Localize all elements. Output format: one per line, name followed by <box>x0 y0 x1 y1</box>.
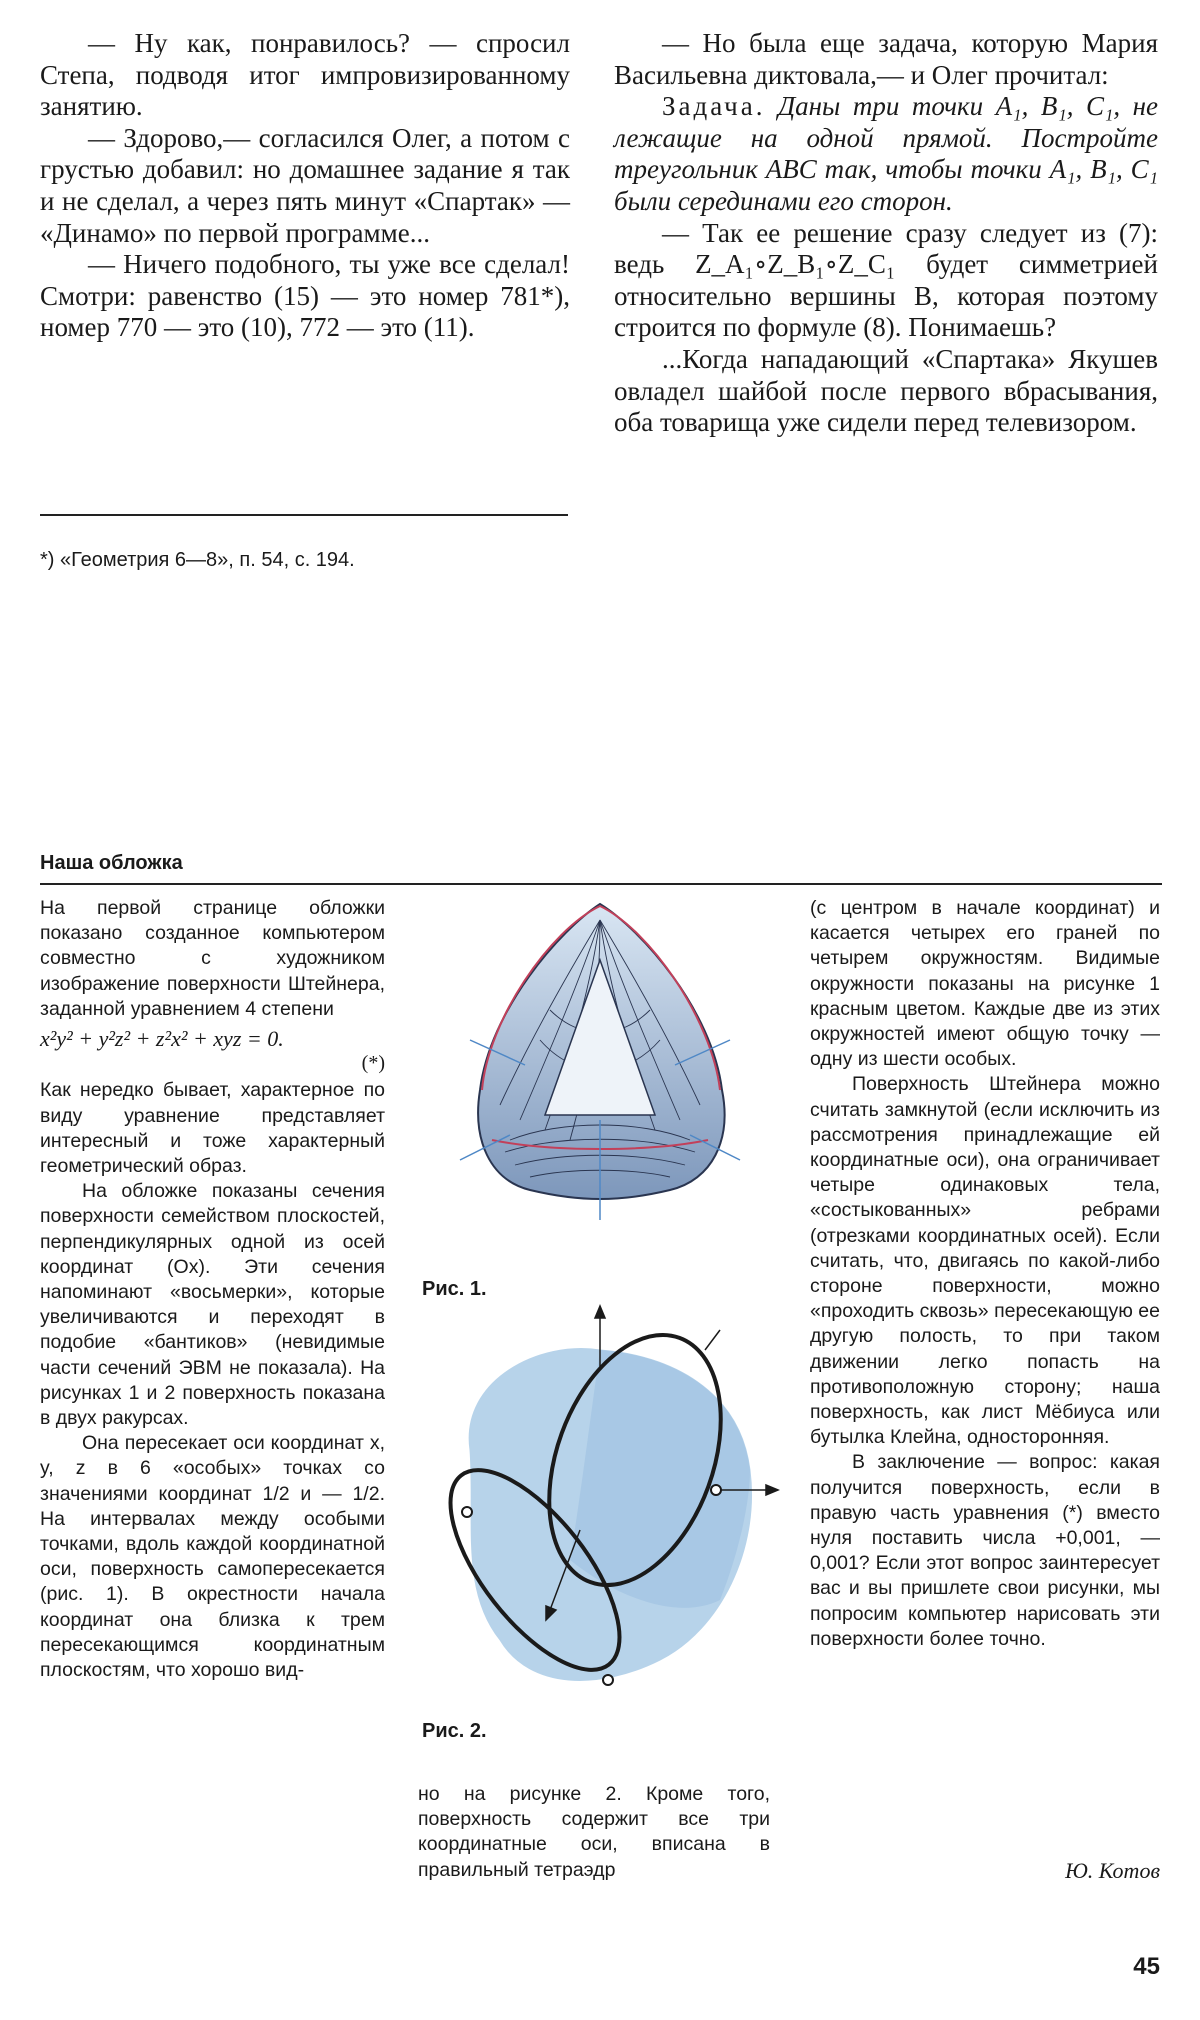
section-left-column <box>40 896 385 1683</box>
figure-1-caption: Рис. 1. <box>422 1278 487 1300</box>
paragraph: — Ничего подобного, ты уже все сделал! Смотри: равенство (15) — это номер 781*), номер 770 — это (10), 772 — это (11). <box>40 249 570 343</box>
task-label: Задача. <box>662 91 766 122</box>
section-right-column <box>810 896 1160 1652</box>
author-signature: Ю. Котов <box>1065 1858 1160 1883</box>
paragraph: На первой странице обложки показано созданное компьютером совместно с художником изображение поверхности Штейнера, заданной уравнением 4 степени <box>40 897 385 1020</box>
paragraph: но на рисунке 2. Кроме того, поверхность содержит все три координатные оси, вписана в правильный тетраэдр <box>418 1783 770 1881</box>
equation: x²y² + y²z² + z²x² + xyz = 0. <box>40 1026 284 1052</box>
section-divider <box>40 883 1162 885</box>
paragraph: — Ну как, понравилось? — спросил Степа, подводя итог импровизированному занятию. <box>40 28 570 122</box>
paragraph: ...Когда нападающий «Спартака» Якушев овладел шайбой после первого вбрасывания, оба товарища уже сидели перед телевизором. <box>614 343 1158 438</box>
paragraph: На обложке показаны сечения поверхности семейством плоскостей, перпендикулярных одной из осей координат (Ox). Эти сечения напоминают «восьмерки», которые увеличиваются и переходят в подобие «бантиков» (невидимые части сечений ЭВМ не показала). На рисунках 1 и 2 поверхность показана в двух ракурсах. <box>40 1180 385 1430</box>
paragraph: Поверхность Штейнера можно считать замкнутой (если исключить из рассмотрения принадлежащие ей координатные оси), она ограничивает четыре одинаковых тела, «состыкованных» ребрами (отрезками координатных осей). Если считать, что, двигаясь по какой-либо стороне поверхности, можно «проходить сквозь» пересекающую ее другую полость, то при таком движении легко попасть на противоположную сторону; наша поверхность, как лист Мёбиуса или бутылка Клейна, односторонняя. <box>810 1073 1160 1449</box>
footnote: *) «Геометрия 6—8», п. 54, с. 194. <box>40 549 355 571</box>
figure-2-steiner-surface <box>410 1300 790 1720</box>
equation-label: (*) <box>361 1052 385 1075</box>
footnote-divider <box>40 514 568 516</box>
section-title: Наша обложка <box>40 852 183 874</box>
paragraph: Она пересекает оси координат x, y, z в 6 «особых» точках со значениями координат 1/2 и — 1/2. На интервалах между особыми точками, вдоль каждой координатной оси, поверхность самопересекается (рис. 1). В окрестности начала координат она близка к трем пересекающимся координатным плоскостям, что хорошо вид- <box>40 1432 385 1682</box>
top-right-column <box>614 28 1158 439</box>
page-number: 45 <box>1133 1953 1160 1980</box>
paragraph: — Так ее решение сразу следует из (7): ведь Z_A₁∘Z_B₁∘Z_C₁ будет симметрией относительно вершины B, которая поэтому строится по формуле (8). Понимаешь? <box>614 217 1158 343</box>
top-left-column <box>40 28 570 344</box>
paragraph: (с центром в начале координат) и касается четырех его граней по четырем окружностям. Видимые окружности показаны на рисунке 1 красным цветом. Каждые две из этих окружностей имеют общую точку — одну из шести особых. <box>810 897 1160 1071</box>
paragraph: — Здорово,— согласился Олег, а потом с грустью добавил: но домашнее задание я так и не сделал, а через пять минут «Спартак» — «Динамо» по первой программе... <box>40 122 570 248</box>
figure-2-caption: Рис. 2. <box>422 1720 487 1742</box>
task-paragraph <box>614 91 1158 217</box>
section-middle-column <box>418 1782 770 1883</box>
task-text: Даны три точки A₁, B₁, C₁, не лежащие на одной прямой. Постройте треугольник ABC так, чтобы точки A₁, B₁, C₁ были серединами его сторон. <box>614 91 1159 216</box>
paragraph: Как нередко бывает, характерное по виду уравнение представляет интересный и тоже характерный геометрический образ. <box>40 1079 385 1178</box>
paragraph: В заключение — вопрос: какая получится поверхность, если в правую часть уравнения (*) вместо нуля поставить числа +0,001, —0,001? Если этот вопрос заинтересует вас и вы пришлете свои рисунки, мы попросим компьютер нарисовать эти поверхности более точно. <box>810 1451 1160 1650</box>
paragraph: — Но была еще задача, которую Мария Васильевна диктовала,— и Олег прочитал: <box>614 28 1158 90</box>
figure-1-steiner-surface <box>410 890 790 1230</box>
